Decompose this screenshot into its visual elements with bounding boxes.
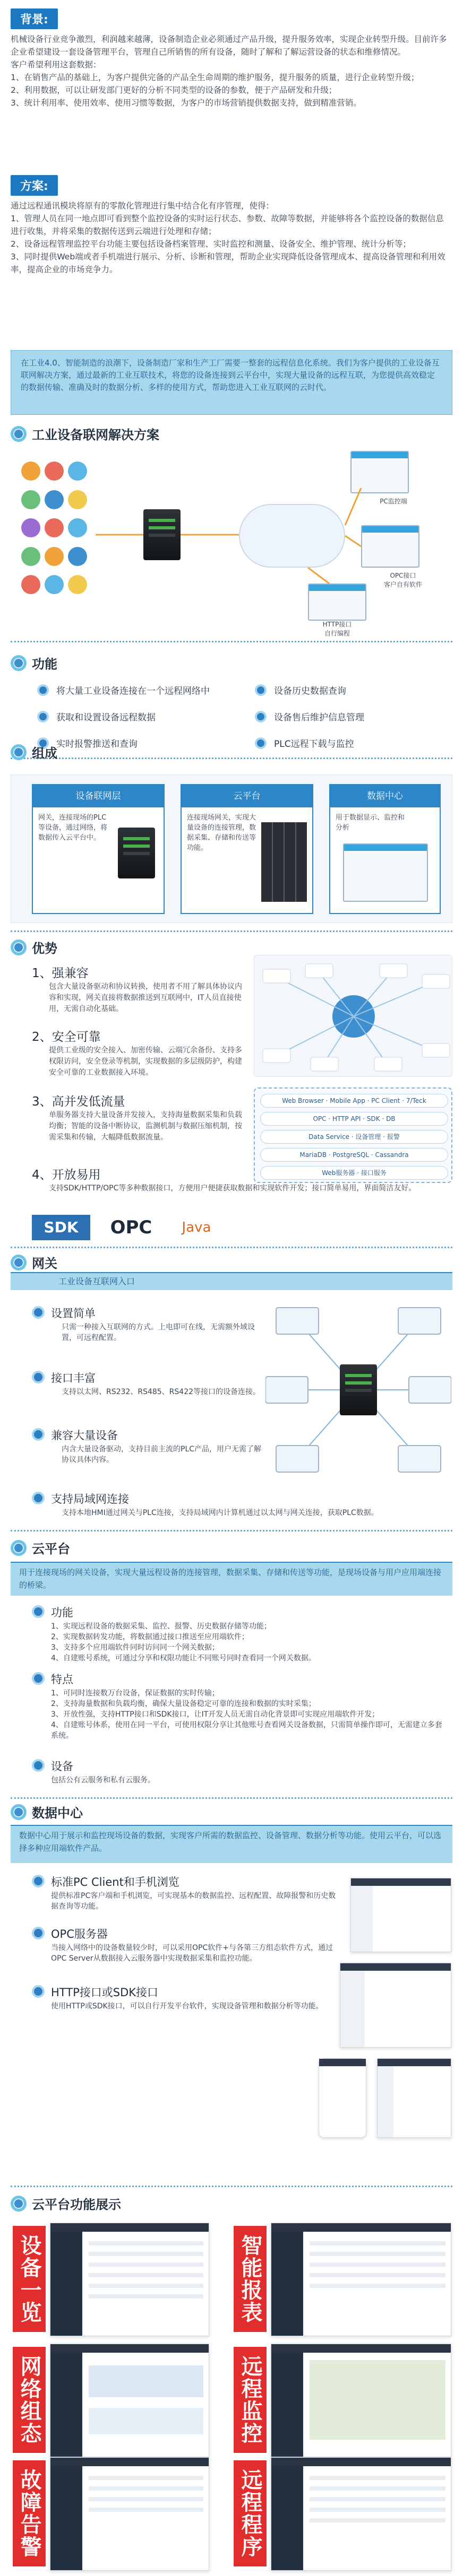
section-title-featureshow <box>11 2194 121 2213</box>
cloud-line: 2、支持海量数据和负载均衡，确保大量设备稳定可靠的连接和数据的实时采集； <box>51 1700 316 1708</box>
bullet-icon <box>255 711 267 723</box>
function-item <box>255 710 364 723</box>
background-paragraph: 3、统计利用率、使用效率、使用习惯等数据，为客户的市场营销提供数据支持，做到精准营销。 <box>11 98 362 108</box>
cloud-line: 1、实现远程设备的数据采集、监控、报警、历史数据存储等功能； <box>51 1622 271 1631</box>
bullet-icon <box>255 684 267 696</box>
bullet-icon <box>255 737 267 749</box>
sdk-logo: SDK <box>32 1215 90 1240</box>
datacenter-desc: 提供标准PC客户端和手机浏览，可实现基本的数据监控、远程配置、故障报警和历史数据查询等功能。 <box>51 1892 336 1911</box>
feature-screenshot[interactable] <box>271 2457 451 2571</box>
section-title-datacenter <box>11 1803 83 1821</box>
section-divider <box>11 930 452 932</box>
solution-paragraph: 1、管理人员在同一地点即可看到整个监控设备的实时运行状态、参数、故障等数据，并能够将各个监控设备的数据信息进行收集，并将采集的数据传送到云端进行处理和存储； <box>11 214 444 236</box>
advantage-desc: 支持SDK/HTTP/OPC等多种数据接口，方便用户便捷获取数据和实现软件开发；接口简单易用，界面简洁友好。 <box>49 1184 416 1193</box>
cloud-section-heading: 设备 <box>51 1760 73 1773</box>
arch-row: OPC · HTTP API · SDK · DB <box>260 1112 448 1126</box>
protocol-network-lines <box>254 955 453 1077</box>
card-desc: 连接现场网关，实现大量设备的连接管理，数据采集、存储和传送等功能。 <box>187 814 256 852</box>
solution-diagram-title: 工业设备联网解决方案 <box>32 428 159 442</box>
cloud-line: 3、支持多个应用端软件同时访问同一个网关数据； <box>51 1643 219 1652</box>
cloud-line: 包括公有云服务和私有云服务。 <box>51 1776 155 1785</box>
protocol-network-graphic <box>254 955 452 1077</box>
gateway-feature-heading: 支持局域网连接 <box>51 1493 129 1505</box>
section-divider <box>11 1797 452 1799</box>
advantage-desc: 提供工业级的安全接入、加密传输、云端冗余备份、支持多权限访问，安全登录等机制，实现数据的多层级防护，构建安全可靠的工业数据接入环境。 <box>49 1046 242 1077</box>
intro-box: 在工业4.0、智能制造的浪潮下，设备制造厂家和生产工厂需要一整套的远程信息化系统。我们为客户提供的工业设备互联网解决方案，通过最新的工业互联技术，将您的设备连接到云平台中，实现大量设备的远程互联，为您提供高效稳定的数据传输、准确及时的数据分析、多样的使用方式，帮助您进入工业互联网的云时代。 <box>11 350 452 415</box>
java-logo: Java <box>182 1220 211 1235</box>
feature-tag: 故障告警 <box>13 2460 46 2566</box>
opc-label: OPC接口 客户自有软件 <box>383 572 422 588</box>
function-item <box>37 683 210 697</box>
gateway-device-image <box>118 828 155 878</box>
bullet-icon <box>32 1875 45 1887</box>
gateway-device-image <box>340 1364 377 1415</box>
gateway-feature-heading: 接口丰富 <box>51 1372 96 1385</box>
function-label: 获取和设置设备远程数据 <box>56 712 156 723</box>
cloud-section-heading: 功能 <box>51 1606 73 1619</box>
background-heading: 背景: <box>11 8 58 29</box>
cloud-line: 1、可同时连接数万台设备，保证数据的实时传输； <box>51 1689 219 1698</box>
bullet-icon <box>32 1428 45 1441</box>
section-bullet-icon <box>11 2196 27 2212</box>
bullet-icon <box>32 1927 45 1939</box>
section-divider <box>11 641 452 642</box>
cloud-line: 4、自建账号体系，使用在同一平台，可使用权限分享让其他账号查看网关设备数据，只需简单操作即可，无需建立多套系统。 <box>51 1721 442 1740</box>
function-item <box>255 736 354 750</box>
featureshow-title: 云平台功能展示 <box>32 2197 121 2212</box>
card-desc: 用于数据显示、监控和分析 <box>336 814 405 832</box>
bullet-icon <box>32 1492 45 1504</box>
card-title: 设备联网层 <box>33 785 164 807</box>
composition-card-network <box>32 784 165 914</box>
section-title-cloud <box>11 1538 70 1557</box>
monitor-image <box>343 843 428 902</box>
solution-heading: 方案: <box>11 175 58 196</box>
http-label: HTTP接口 自行编程 <box>322 621 352 637</box>
feature-tag: 远程监控 <box>234 2347 267 2453</box>
solution-text <box>11 199 451 276</box>
cloud-section-lines <box>51 1621 444 1664</box>
section-title-functions <box>11 654 57 672</box>
architecture-diagram <box>254 1087 452 1183</box>
feature-tag: 网络组态 <box>13 2347 46 2453</box>
gateway-feature-heading: 兼容大量设备 <box>51 1429 118 1442</box>
datacenter-screenshot <box>340 1963 451 2048</box>
cloud-line: 2、实现数据转发功能，将数据通过接口推送至应用端软件； <box>51 1633 249 1641</box>
arch-row: Data Service · 设备管理 · 报警 <box>260 1130 448 1144</box>
cloud-title: 云平台 <box>32 1542 70 1556</box>
cloud-line: 4、自建账号系统，可通过分享和权限功能让不同账号同时查看同一个网关数据。 <box>51 1654 316 1663</box>
datacenter-heading: OPC服务器 <box>51 1928 108 1940</box>
gateway-feature-desc: 只需一种接入互联网的方式。上电即可在线，无需额外域设置，可远程配置。 <box>62 1323 255 1342</box>
solution-diagram <box>11 446 452 637</box>
background-paragraph: 1、在销售产品的基础上，为客户提供完备的产品全生命周期的维护服务，提升服务的质量，进行企业转型升级； <box>11 73 419 82</box>
gateway-feature-desc: 支持本地HMI通过网关与PLC连接，支持局域网内计算机通过以太网与网关连接，获取PLC数据。 <box>62 1509 379 1517</box>
datacenter-screenshot <box>350 1878 451 1952</box>
section-divider <box>11 1530 452 1531</box>
section-bullet-icon <box>11 1255 27 1270</box>
bullet-icon <box>37 684 49 696</box>
advantage-heading: 2、安全可靠 <box>32 1030 101 1044</box>
function-item <box>37 710 156 723</box>
datacenter-heading: HTTP接口或SDK接口 <box>51 1986 159 1999</box>
background-paragraph: 机械设备行业竞争激烈，利润越来越薄，设备制造企业必须通过产品升级，提升服务效率，实现企业转型升级。目前许多企业希望建设一套设备管理平台，管理自己所销售的所有设备，随时了解和了解运营设备的状态和维修情况。 <box>11 34 447 57</box>
gateway-feature-desc: 内含大量设备驱动，支持目前主流的PLC产品，用户无需了解协议具体内容。 <box>62 1445 262 1464</box>
advantage-desc: 包含大量设备驱动和协议转换，使用者不用了解具体协议内容和实现，网关直接将数据推送到互联网中，IT人员直接使用，无需自动化基础。 <box>49 982 242 1013</box>
gateway-diagram <box>265 1300 451 1480</box>
feature-tag: 远程程序 <box>234 2460 267 2566</box>
arch-row: Web服务器 · 接口服务 <box>260 1166 448 1180</box>
functions-title: 功能 <box>32 657 57 672</box>
section-title-solution-diagram <box>11 424 159 443</box>
card-title: 云平台 <box>182 785 312 807</box>
advantage-heading: 3、高并发低流量 <box>32 1095 125 1109</box>
section-divider <box>11 758 452 759</box>
cloud-line: 3、开放性强，支持HTTP接口和SDK接口，让IT开发人员无需自动化背景即可实现应用端软件开发； <box>51 1710 380 1719</box>
section-divider <box>11 2186 452 2187</box>
cloud-banner: 用于连接现场的网关设备，实现大量远程设备的连接管理，数据采集、存储和传送等功能，是现场设备与用户应用端连接的桥梁。 <box>11 1562 452 1596</box>
arch-row: MariaDB · PostgreSQL · Cassandra <box>260 1148 448 1162</box>
feature-screenshot[interactable] <box>50 2344 209 2457</box>
feature-tag: 设备一览 <box>13 2226 46 2332</box>
section-divider <box>11 1247 452 1248</box>
composition-card-datacenter <box>329 784 441 914</box>
cloud-section-lines <box>51 1688 444 1741</box>
bullet-icon <box>32 1371 45 1383</box>
bullet-icon <box>32 1985 45 1998</box>
advantages-title: 优势 <box>32 941 57 956</box>
background-text <box>11 33 451 109</box>
function-label: 将大量工业设备连接在一个远程网络中 <box>56 686 210 697</box>
phone-screenshot <box>319 2058 366 2138</box>
gateway-title: 网关 <box>32 1256 57 1271</box>
section-bullet-icon <box>11 744 27 760</box>
datacenter-banner: 数据中心用于展示和监控现场设备的数据，实现客户所需的数据监控、设备管理、数据分析等功能。使用云平台，可以选择多种应用端软件产品。 <box>11 1825 452 1863</box>
function-item <box>255 683 346 697</box>
feature-tag: 智能报表 <box>234 2226 267 2332</box>
section-title-composition <box>11 743 57 761</box>
solution-paragraph: 3、同时提供Web端或者手机端进行展示、分析、诊断和管理，帮助企业实现降低设备管理成本、提高设备管理和利用效率，提高企业的市场竞争力。 <box>11 252 445 274</box>
function-label: PLC远程下载与监控 <box>274 739 354 750</box>
cloud-section-lines <box>51 1775 444 1786</box>
function-label: 设备历史数据查询 <box>274 686 346 697</box>
opc-logo: OPC <box>110 1217 152 1238</box>
bullet-icon <box>32 1605 45 1618</box>
composition-card-cloud <box>181 784 313 914</box>
feature-screenshot[interactable] <box>50 2223 209 2336</box>
advantage-heading: 1、强兼容 <box>32 967 89 980</box>
feature-screenshot[interactable] <box>271 2223 451 2336</box>
section-bullet-icon <box>11 426 27 442</box>
datacenter-desc: 当接入网络中的设备数量较少时，可以采用OPC软件+与各第三方组态软件方式，通过OPC Server从数据接入云服务器中实现数据采集和监控功能。 <box>51 1944 333 1963</box>
datacenter-title: 数据中心 <box>32 1806 83 1821</box>
background-paragraph: 客户希望利用这套数据： <box>11 60 101 69</box>
gateway-feature-heading: 设置简单 <box>51 1307 96 1320</box>
advantage-heading: 4、开放易用 <box>32 1168 101 1182</box>
arch-row: Web Browser · Mobile App · PC Client · 7/Teck <box>260 1094 448 1108</box>
datacenter-heading: 标准PC Client和手机浏览 <box>51 1876 179 1889</box>
feature-screenshot[interactable] <box>271 2344 451 2457</box>
section-bullet-icon <box>11 939 27 955</box>
card-desc: 网关，连接现场的PLC等设备，通过网络，将数据传入云平台中。 <box>38 814 108 842</box>
datacenter-desc: 使用HTTP或SDK接口，可以自行开发平台软件，实现设备管理和数据分析等功能。 <box>51 2002 323 2011</box>
feature-screenshot[interactable] <box>50 2457 209 2571</box>
section-title-advantages <box>11 938 57 956</box>
bullet-icon <box>32 1672 45 1685</box>
card-title: 数据中心 <box>330 785 440 807</box>
solution-paragraph: 通过远程通讯模块将原有的零散化管理进行集中结合化有序管理，使得： <box>11 201 275 211</box>
section-bullet-icon <box>11 655 27 671</box>
server-rack-image <box>261 822 307 902</box>
section-title-gateway <box>11 1253 57 1272</box>
solution-paragraph: 2、设备远程管理监控平台功能主要包括设备档案管理、实时监控和测量、设备安全、维护管理、统计分析等； <box>11 239 411 249</box>
cloud-section-heading: 特点 <box>51 1673 73 1686</box>
diagram-connectors <box>11 446 452 637</box>
section-bullet-icon <box>11 1540 27 1556</box>
composition-title: 组成 <box>32 746 57 761</box>
bullet-icon <box>32 1759 45 1772</box>
advantage-desc: 单服务器支持大量设备并发接入，支持海量数据采集和负载均衡；智能的设备中断协议，监测机制与数据压缩机制，按需采集和传输，大幅降低数据流量。 <box>49 1111 242 1142</box>
datacenter-screenshot <box>377 2058 451 2138</box>
background-paragraph: 2、利用数据，可以让研发部门更好的分析不同类型的设备的参数，便于产品研发和升级； <box>11 85 337 95</box>
gateway-feature-desc: 支持以太网、RS232、RS485、RS422等接口的设备连接。 <box>62 1388 261 1396</box>
gateway-subtitle: 工业设备互联网入口 <box>11 1272 452 1290</box>
bullet-icon <box>32 1306 45 1319</box>
function-label: 实时报警推送和查询 <box>56 739 138 750</box>
pc-monitor-label: PC监控端 <box>380 498 407 505</box>
section-bullet-icon <box>11 1804 27 1820</box>
bullet-icon <box>37 711 49 723</box>
function-label: 设备售后维护信息管理 <box>274 712 364 723</box>
